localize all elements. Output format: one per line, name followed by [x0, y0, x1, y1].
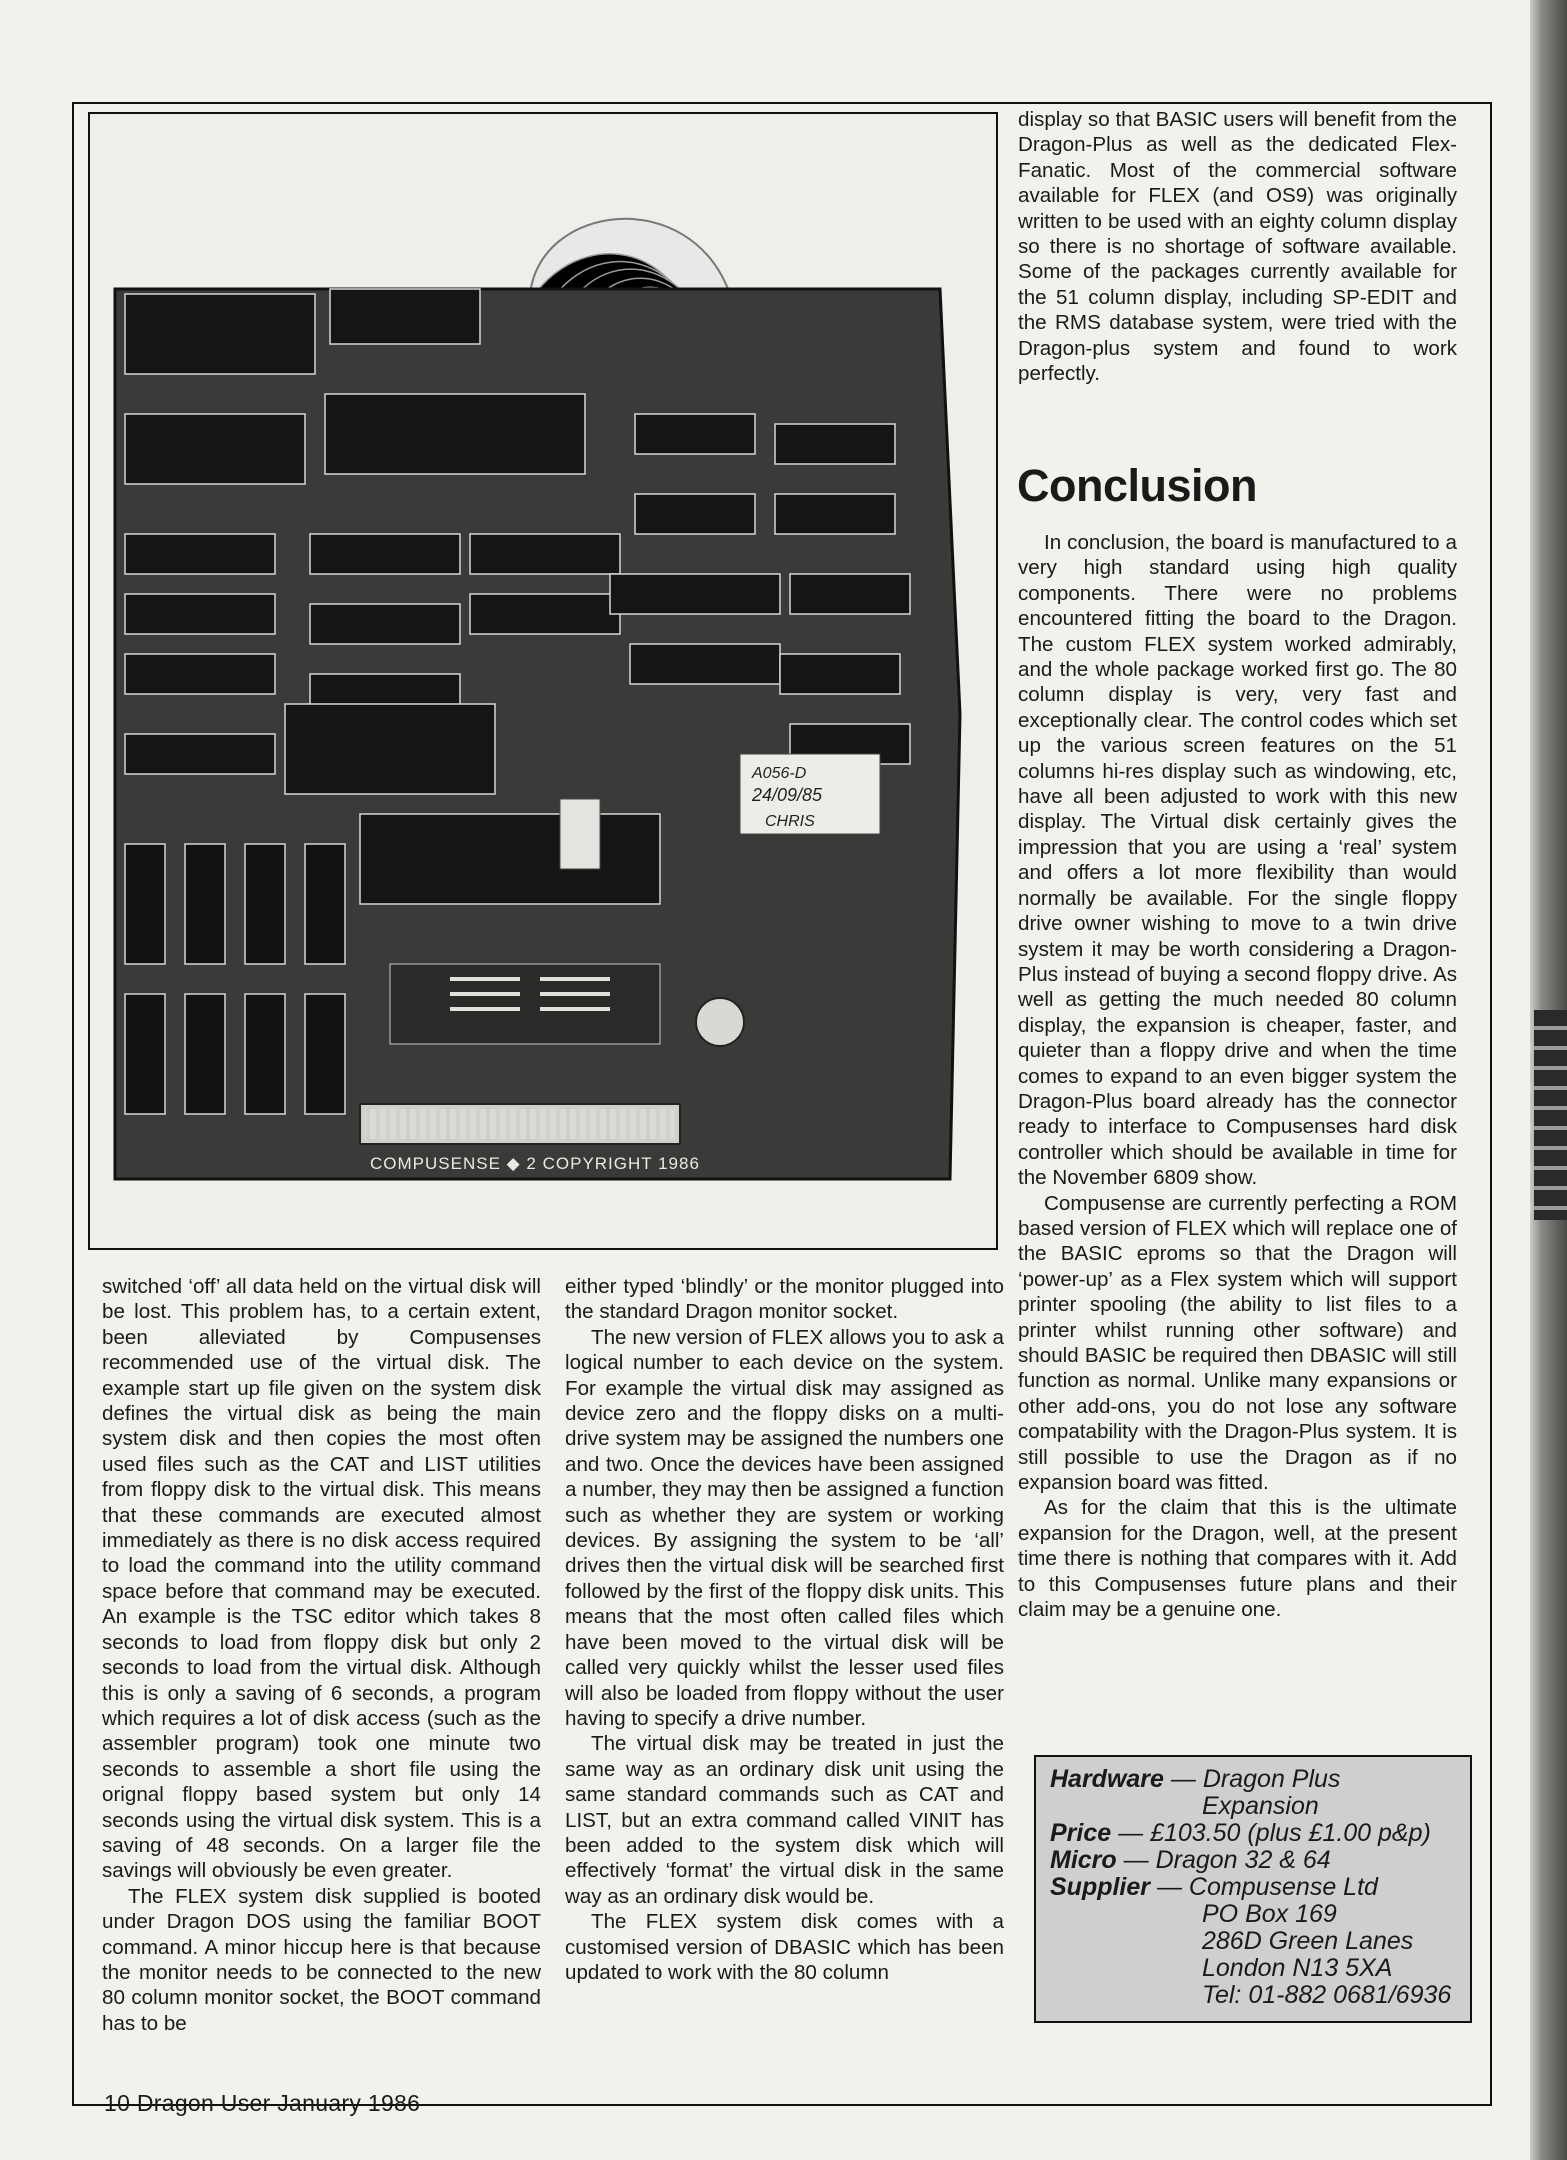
spec-value: £103.50 (plus £1.00 p&p): [1150, 1819, 1431, 1847]
paragraph: The FLEX system disk supplied is booted under Dragon DOS using the familiar BOOT command. A minor hiccup here is that because the monitor needs to be connected to the new 80 column monitor socket, the BOOT command has to be: [102, 1884, 541, 2035]
spec-hardware-cont: [1050, 1793, 1470, 1820]
paragraph: Compusense are currently perfecting a ROM based version of FLEX which will replace one of the BASIC eproms so that the Dragon will ‘power-up’ as a Flex system which will support printer spooling (the ability to list files to a printer whilst running other software) and should BASIC be required then DBASIC will still function as normal. Unlike many expansions or other add-ons, you do not lose any software compatability with the Dragon-Plus system. It is still possible to use the Dragon as if no expansion board was fitted.: [1018, 1191, 1457, 1495]
paragraph: either typed ‘blindly’ or the monitor plugged into the standard Dragon monitor socket.: [565, 1275, 1004, 1324]
spec-label: Micro: [1050, 1846, 1117, 1874]
label-line-1: A056-D: [752, 765, 807, 782]
label-line-3: CHRIS: [765, 813, 815, 830]
spec-dash: —: [1156, 1873, 1182, 1901]
circuit-board-photo: [88, 112, 998, 1250]
silkscreen-text: COMPUSENSE ◆ 2 COPYRIGHT 1986: [370, 1154, 700, 1173]
spec-value: London N13 5XA: [1202, 1954, 1393, 1982]
spec-supplier-cont: [1050, 1901, 1470, 1928]
background-keyboard: [1534, 1010, 1567, 1220]
connector-pins: [365, 1109, 675, 1139]
paragraph: As for the claim that this is the ultimate expansion for the Dragon, well, at the present time there is nothing that compares with it. Add to this Compusenses future plans and their claim may be a genuine one.: [1018, 1496, 1457, 1622]
circuit-board-illustration: [90, 114, 996, 1248]
page-footer: 10 Dragon User January 1986: [104, 2090, 421, 2116]
capacitor-icon: [696, 998, 744, 1046]
spec-supplier-cont: [1050, 1982, 1470, 2009]
spec-supplier: [1050, 1874, 1470, 1901]
spec-value: Tel: 01-882 0681/6936: [1202, 1981, 1452, 2009]
spec-value: Expansion: [1202, 1792, 1319, 1820]
product-spec-box: [1034, 1755, 1472, 2023]
spec-dash: —: [1170, 1765, 1196, 1793]
section-heading: Conclusion: [1017, 460, 1257, 511]
column-3-top: [1018, 107, 1457, 386]
spec-hardware: [1050, 1766, 1470, 1793]
paragraph: The virtual disk may be treated in just the same way as an ordinary disk unit using the same standard commands such as CAT and LIST, but an extra command called VINIT has been added to the system disk which will effectively ‘format’ the virtual disk in the same way as an ordinary disk would be.: [565, 1732, 1004, 1908]
spec-value: Dragon Plus: [1202, 1765, 1341, 1793]
spec-price: [1050, 1820, 1470, 1847]
spec-dash: —: [1118, 1819, 1144, 1847]
paragraph: In conclusion, the board is manufactured to a very high standard using high quality components. There were no problems encountered fitting the board to the Dragon. The custom FLEX system worked admirably, and the whole package worked first go. The 80 column display is very, very fast and exceptionally clear. The control codes which set up the various screen features on the 51 columns hi-res display such as windowing, etc, have all been adjusted to work with this new display. The Virtual disk certainly gives the impression that you are using a ‘real’ system and offers a lot more flexibility than would normally be available. For the single floppy drive owner wishing to move to a twin drive system it may be worth considering a Dragon-Plus instead of buying a second floppy drive. As well as getting the much needed 80 column display, the expansion is cheaper, faster, and quieter than a floppy drive and when the time comes to expand to an even bigger system the Dragon-Plus board already has the connector ready to interface to Compusenses hard disk controller which should be available in time for the November 6809 show.: [1018, 531, 1457, 1190]
column-3: [1018, 530, 1457, 1622]
paragraph: The new version of FLEX allows you to ask a logical number to each device on the system. For example the virtual disk may assigned as device zero and the floppy disks on a multi-drive system may be assigned the numbers one and two. Once the devices have been assigned a number, they may then be assigned a function such as whether they are system or working devices. By assigning the system to be ‘all’ drives then the virtual disk will be searched first followed by the first of the floppy disk units. This means that the most often called files which have been moved to the virtual disk will be called very quickly whilst the lesser used files will also be loaded from floppy without the user having to specify a drive number.: [565, 1325, 1004, 1730]
column-2: [565, 1274, 1004, 1985]
spec-label: Supplier: [1050, 1873, 1151, 1901]
column-1: [102, 1274, 541, 2036]
spec-micro: [1050, 1847, 1470, 1874]
spec-label: Hardware: [1050, 1765, 1164, 1793]
spec-label: Price: [1050, 1819, 1112, 1847]
paragraph: The FLEX system disk comes with a customised version of DBASIC which has been updated to work with the 80 column: [565, 1910, 1004, 1984]
paragraph: switched ‘off’ all data held on the virtual disk will be lost. This problem has, to a certain extent, been alleviated by Compusenses recommended use of the virtual disk. The example start up file given on the system disk defines the virtual disk as being the main system disk and then copies the most often used files such as the CAT and LIST utilities from floppy disk to the virtual disk. This means that these commands are executed almost immediately as there is no disk access required to load the command into the utility command space before that command may be executed. An example is the TSC editor which takes 8 seconds to load from floppy disk but only 2 seconds to load from the virtual disk. Although this is only a saving of 6 seconds, a program which requires a lot of disk access (such as the assembler program) took one minute two seconds to assemble a short file using the orignal floppy based system but only 14 seconds using the virtual disk system. This is a saving of 48 seconds. On a larger file the savings will obviously be even greater.: [102, 1275, 541, 1883]
paragraph: display so that BASIC users will benefit from the Dragon-Plus as well as the dedicated Flex-Fanatic. Most of the commercial software available for FLEX (and OS9) was originally written to be used with an eighty column display so there is no shortage of software available. Some of the packages currently available for the 51 column display, including SP-EDIT and the RMS database system, were tried with the Dragon-plus system and found to work perfectly.: [1018, 108, 1457, 386]
spec-value: PO Box 169: [1202, 1900, 1337, 1928]
label-line-2: 24/09/85: [752, 785, 823, 805]
spec-supplier-cont: [1050, 1955, 1470, 1982]
spec-supplier-cont: [1050, 1928, 1470, 1955]
spec-value: Dragon 32 & 64: [1155, 1846, 1331, 1874]
spec-value: 286D Green Lanes: [1202, 1927, 1414, 1955]
spec-dash: —: [1123, 1846, 1149, 1874]
spec-value: Compusense Ltd: [1188, 1873, 1378, 1901]
